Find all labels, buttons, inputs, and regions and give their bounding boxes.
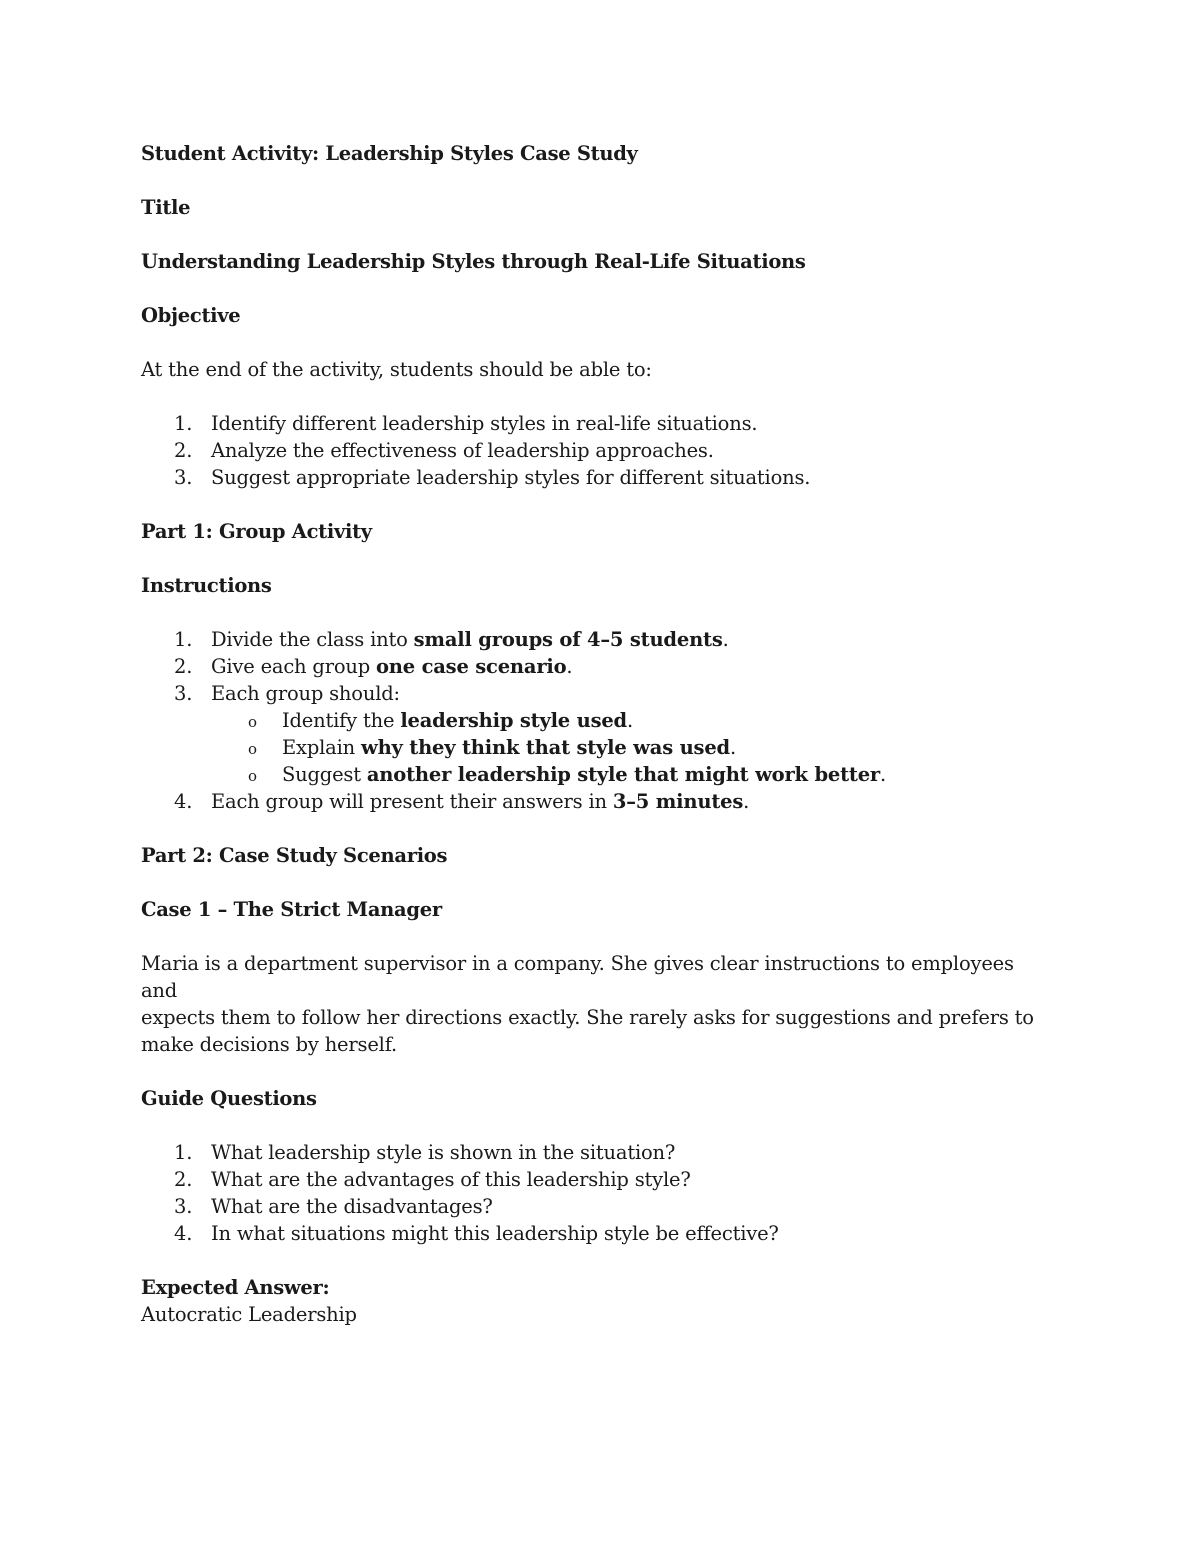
instruction-emphasis: small groups of 4–5 students [413, 628, 723, 651]
list-item [141, 464, 1041, 491]
instruction-list [141, 626, 1041, 815]
instruction-emphasis: one case scenario [376, 655, 567, 678]
document-title: Student Activity: Leadership Styles Case Study [141, 142, 638, 165]
expected-answer: Autocratic Leadership [141, 1303, 357, 1326]
task-text: Suggest [282, 763, 367, 786]
instruction-text: Give each group [211, 655, 376, 678]
instruction-suffix: . [566, 655, 573, 678]
instruction-suffix: . [722, 628, 729, 651]
list-number: 3. [174, 466, 193, 489]
circle-bullet-icon: o [248, 767, 257, 785]
list-item [141, 437, 1041, 464]
list-item [141, 626, 1041, 653]
task-emphasis: why they think that style was used [360, 736, 730, 759]
list-item [141, 788, 1041, 815]
list-item [141, 653, 1041, 680]
list-item [141, 680, 1041, 788]
list-number: 1. [174, 628, 193, 651]
list-number: 2. [174, 655, 193, 678]
task-text: Explain [282, 736, 361, 759]
list-number: 4. [174, 790, 193, 813]
expected-answer-label: Expected Answer: [141, 1276, 330, 1299]
sub-list-item [211, 707, 1041, 734]
question-text: What leadership style is shown in the situation? [211, 1141, 676, 1164]
instruction-text: Each group will present their answers in [211, 790, 613, 813]
activity-title: Understanding Leadership Styles through Real-Life Situations [141, 250, 806, 273]
objective-text: Suggest appropriate leadership styles for different situations. [211, 466, 811, 489]
guide-question-list [141, 1139, 1041, 1247]
group-task-list [211, 707, 1041, 788]
list-number: 2. [174, 439, 193, 462]
paragraph-line: expects them to follow her directions exactly. She rarely asks for suggestions and prefers to [141, 1006, 1034, 1029]
sub-list-item [211, 734, 1041, 761]
paragraph-line: make decisions by herself. [141, 1033, 398, 1056]
list-item [141, 1139, 1041, 1166]
list-number: 3. [174, 1195, 193, 1218]
sub-list-item [211, 761, 1041, 788]
case1-paragraph [141, 950, 1041, 1058]
question-text: What are the advantages of this leadership style? [211, 1168, 691, 1191]
task-suffix: . [729, 736, 736, 759]
task-suffix: . [627, 709, 633, 732]
list-number: 2. [174, 1168, 193, 1191]
instruction-suffix: . [743, 790, 750, 813]
case1-heading: Case 1 – The Strict Manager [141, 898, 442, 921]
paragraph-line: Maria is a department supervisor in a company. She gives clear instructions to employees and [141, 952, 1014, 1002]
circle-bullet-icon: o [248, 713, 257, 731]
list-number: 3. [174, 682, 193, 705]
circle-bullet-icon: o [248, 740, 257, 758]
task-suffix: . [880, 763, 886, 786]
instructions-heading: Instructions [141, 574, 272, 597]
list-item [141, 410, 1041, 437]
list-number: 1. [174, 412, 193, 435]
question-text: In what situations might this leadership style be effective? [211, 1222, 779, 1245]
task-emphasis: another leadership style that might work better [366, 763, 880, 786]
task-text: Identify the [282, 709, 401, 732]
guide-questions-heading: Guide Questions [141, 1087, 317, 1110]
objective-text: Identify different leadership styles in real-life situations. [211, 412, 758, 435]
part2-heading: Part 2: Case Study Scenarios [141, 844, 448, 867]
list-item [141, 1166, 1041, 1193]
list-item [141, 1193, 1041, 1220]
part1-heading: Part 1: Group Activity [141, 520, 372, 543]
instruction-emphasis: 3–5 minutes [612, 790, 744, 813]
document-page [141, 140, 1041, 1328]
objective-text: Analyze the effectiveness of leadership approaches. [211, 439, 714, 462]
list-number: 4. [174, 1222, 193, 1245]
objective-intro: At the end of the activity, students should be able to: [141, 358, 652, 381]
list-number: 1. [174, 1141, 193, 1164]
title-label: Title [141, 196, 191, 219]
question-text: What are the disadvantages? [211, 1195, 493, 1218]
instruction-text: Each group should: [211, 682, 400, 705]
list-item [141, 1220, 1041, 1247]
objective-heading: Objective [141, 304, 241, 327]
task-emphasis: leadership style used [400, 709, 627, 732]
objective-list [141, 410, 1041, 491]
instruction-text: Divide the class into [211, 628, 414, 651]
